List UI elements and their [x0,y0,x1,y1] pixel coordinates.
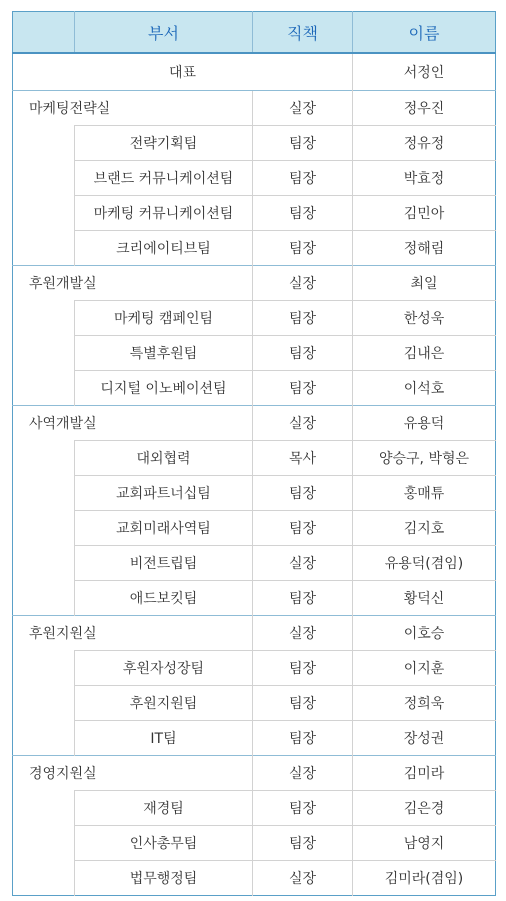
team-indent [13,161,75,196]
team-leader-name: 황덕신 [353,581,496,616]
team-position: 팀장 [253,721,353,756]
team-position: 팀장 [253,476,353,511]
team-position: 팀장 [253,511,353,546]
team-name: 교회미래사역팀 [75,511,253,546]
team-position: 팀장 [253,336,353,371]
division-position: 실장 [253,406,353,441]
team-indent [13,721,75,756]
team-row [13,581,496,616]
team-name: 교회파트너십팀 [75,476,253,511]
team-position: 팀장 [253,126,353,161]
team-name: 특별후원팀 [75,336,253,371]
team-row [13,651,496,686]
team-row [13,826,496,861]
division-name: 후원개발실 [13,266,253,301]
team-row [13,336,496,371]
team-name: 마케팅 커뮤니케이션팀 [75,196,253,231]
team-name: 법무행정팀 [75,861,253,896]
division-row [13,266,496,301]
org-body [13,53,496,896]
team-position: 팀장 [253,686,353,721]
division-row [13,756,496,791]
team-position: 실장 [253,546,353,581]
team-leader-name: 김민아 [353,196,496,231]
division-name: 마케팅전략실 [13,91,253,126]
division-row [13,406,496,441]
ceo-position: 대표 [13,53,353,91]
team-row [13,511,496,546]
team-name: 브랜드 커뮤니케이션팀 [75,161,253,196]
team-name: 전략기획팀 [75,126,253,161]
team-leader-name: 남영지 [353,826,496,861]
team-position: 팀장 [253,371,353,406]
team-indent [13,231,75,266]
team-position: 팀장 [253,651,353,686]
team-row [13,861,496,896]
team-name: 재경팀 [75,791,253,826]
team-leader-name: 유용덕(겸임) [353,546,496,581]
team-leader-name: 장성권 [353,721,496,756]
team-row [13,791,496,826]
team-row [13,301,496,336]
team-row [13,196,496,231]
team-row [13,546,496,581]
team-name: 대외협력 [75,441,253,476]
team-position: 팀장 [253,161,353,196]
team-leader-name: 한성욱 [353,301,496,336]
team-indent [13,371,75,406]
team-leader-name: 박효정 [353,161,496,196]
division-row [13,616,496,651]
team-row [13,686,496,721]
division-head-name: 유용덕 [353,406,496,441]
team-name: 애드보킷팀 [75,581,253,616]
team-leader-name: 홍매튜 [353,476,496,511]
team-name: 후원자성장팀 [75,651,253,686]
ceo-row [13,53,496,91]
team-leader-name: 정해림 [353,231,496,266]
division-position: 실장 [253,756,353,791]
header-department: 부서 [75,12,253,54]
team-indent [13,861,75,896]
division-name: 사역개발실 [13,406,253,441]
team-indent [13,196,75,231]
team-indent [13,686,75,721]
header-name: 이름 [353,12,496,54]
team-row [13,476,496,511]
team-leader-name: 김지호 [353,511,496,546]
team-row [13,231,496,266]
team-indent [13,476,75,511]
team-leader-name: 양승구, 박형은 [353,441,496,476]
team-name: 디지털 이노베이션팀 [75,371,253,406]
team-position: 팀장 [253,196,353,231]
team-name: 인사총무팀 [75,826,253,861]
team-leader-name: 김내은 [353,336,496,371]
team-row [13,371,496,406]
division-head-name: 이호승 [353,616,496,651]
team-indent [13,301,75,336]
team-indent [13,441,75,476]
team-leader-name: 정유정 [353,126,496,161]
team-name: 마케팅 캠페인팀 [75,301,253,336]
division-name: 경영지원실 [13,756,253,791]
team-name: 비전트립팀 [75,546,253,581]
team-position: 팀장 [253,581,353,616]
team-position: 실장 [253,861,353,896]
division-head-name: 김미라 [353,756,496,791]
team-name: 크리에이티브팀 [75,231,253,266]
team-leader-name: 이지훈 [353,651,496,686]
header-position: 직책 [253,12,353,54]
header-spacer [13,12,75,54]
team-leader-name: 김은경 [353,791,496,826]
team-indent [13,826,75,861]
team-row [13,161,496,196]
division-row [13,91,496,126]
team-leader-name: 이석호 [353,371,496,406]
division-position: 실장 [253,266,353,301]
team-name: IT팀 [75,721,253,756]
team-position: 팀장 [253,791,353,826]
team-indent [13,581,75,616]
team-row [13,441,496,476]
team-position: 목사 [253,441,353,476]
team-indent [13,336,75,371]
division-position: 실장 [253,616,353,651]
team-name: 후원지원팀 [75,686,253,721]
team-leader-name: 정희욱 [353,686,496,721]
team-indent [13,546,75,581]
team-indent [13,651,75,686]
team-indent [13,791,75,826]
team-position: 팀장 [253,231,353,266]
ceo-name: 서정인 [353,53,496,91]
team-position: 팀장 [253,826,353,861]
team-position: 팀장 [253,301,353,336]
division-head-name: 최일 [353,266,496,301]
division-name: 후원지원실 [13,616,253,651]
team-indent [13,126,75,161]
header-row [13,12,496,54]
team-row [13,126,496,161]
org-table [12,11,496,896]
division-position: 실장 [253,91,353,126]
team-leader-name: 김미라(겸임) [353,861,496,896]
division-head-name: 정우진 [353,91,496,126]
team-row [13,721,496,756]
team-indent [13,511,75,546]
